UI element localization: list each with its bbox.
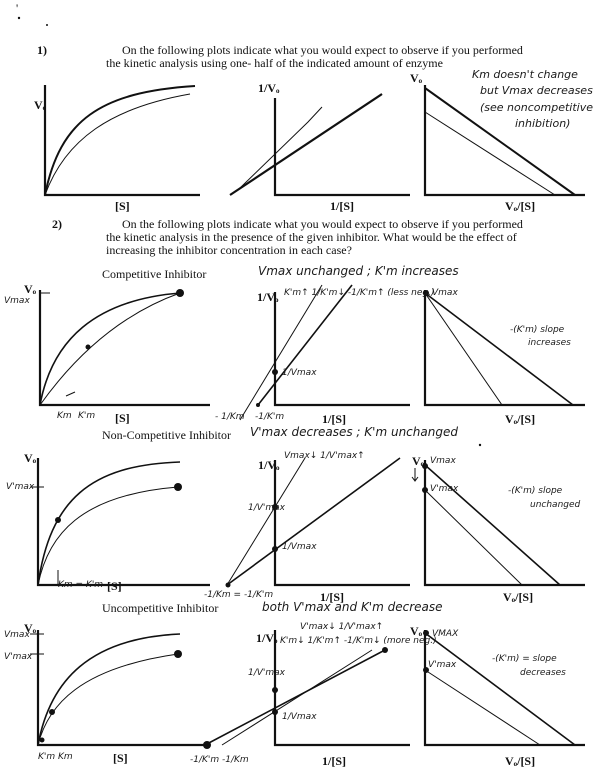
noncomp-g2-xi: -1/Km = -1/K'm	[204, 590, 274, 600]
noncomp-graph3	[412, 460, 585, 585]
noncomp-graph2	[226, 458, 411, 588]
comp-graph1	[40, 289, 210, 405]
page-mark-1: '	[16, 1, 19, 15]
noncomp-g2-ylabel: 1/Vₒ	[258, 458, 280, 472]
q1-g1-xlabel: [S]	[115, 199, 130, 213]
uncomp-g3-note-1: -(K'm) = slope	[492, 654, 557, 664]
uncomp-g3-vmax: VMAX	[432, 629, 459, 639]
comp-g3-vmax: Vmax	[432, 288, 458, 298]
q1-g1-ylabel: Vₒ	[34, 98, 47, 112]
noncomp-g2-xlabel: 1/[S]	[320, 590, 344, 604]
uncomp-g2-xi: -1/K'm	[190, 755, 220, 765]
uncomp-g2-i1: 1/V'max	[248, 668, 285, 678]
noncomp-g3-ylabel: Vₒ	[412, 454, 425, 468]
uncomp-g1-vmaxprime: V'max	[4, 652, 33, 662]
comp-g3-note-1: -(K'm) slope	[510, 325, 565, 335]
q1-answer-2: but Vmax decreases	[480, 84, 593, 97]
comp-graph2	[240, 285, 410, 420]
noncomp-g1-vmaxprime: V'max	[6, 482, 35, 492]
noncomp-g1-ylabel: Vₒ	[24, 451, 37, 465]
noncomp-g1-km: Km = K'm	[58, 580, 104, 590]
uncomp-title: Uncompetitive Inhibitor	[102, 601, 219, 615]
uncomp-g2-xlabel: 1/[S]	[322, 754, 346, 768]
q1-graph2	[230, 94, 410, 195]
q1-answer-1: Km doesn't change	[472, 68, 578, 81]
noncomp-g3-vmax: Vmax	[430, 456, 456, 466]
uncomp-g1-kmprime: K'm	[38, 752, 56, 762]
uncomp-g3-ylabel: Vₒ	[410, 624, 423, 638]
q2-prompt-line3: increasing the inhibitor concentration in each case?	[106, 243, 352, 257]
q2-prompt-line2: the kinetic analysis in the presence of the given inhibitor. What would be the effect of	[106, 230, 517, 244]
q2-prompt-line1: On the following plots indicate what you would expect to observe if you performed	[122, 217, 523, 231]
comp-g1-xlabel: [S]	[115, 411, 130, 425]
comp-g1-kmprime: K'm	[78, 411, 96, 421]
noncomp-g1-xlabel: [S]	[107, 579, 122, 593]
noncomp-g3-note-1: -(K'm) slope	[508, 486, 563, 496]
q1-prompt-line2: the kinetic analysis using one- half of the indicated amount of enzyme	[106, 56, 443, 70]
uncomp-g2-topnote1: V'max↓ 1/V'max↑	[300, 622, 384, 632]
noncomp-note: V'max decreases ; K'm unchanged	[250, 425, 458, 439]
comp-g2-xlabel: 1/[S]	[322, 412, 346, 426]
q1-g2-ylabel: 1/Vₒ	[258, 81, 280, 95]
noncomp-g3-note-2: unchanged	[530, 500, 581, 510]
uncomp-g1-vmax: Vmax	[4, 630, 30, 640]
q1-number: 1)	[37, 43, 47, 57]
uncomp-graph3	[423, 630, 585, 745]
uncomp-g1-xlabel: [S]	[113, 751, 128, 765]
uncomp-g2-xi2: -1/Km	[222, 755, 249, 765]
uncomp-g1-km: Km	[58, 752, 73, 762]
noncomp-g3-xlabel: Vₒ/[S]	[503, 590, 534, 604]
uncomp-graph1	[30, 630, 210, 745]
comp-g2-topnote: K'm↑ 1/K'm↓ -1/K'm↑ (less neg.)	[284, 288, 435, 298]
comp-g2-intercept: 1/Vmax	[282, 368, 317, 378]
q1-answer-4: inhibition)	[515, 117, 571, 130]
uncomp-g1-ylabel: Vₒ	[24, 621, 37, 635]
q1-answer-3: (see noncompetitive	[480, 101, 593, 114]
q2-number: 2)	[52, 217, 62, 231]
uncomp-note: both V'max and K'm decrease	[262, 600, 443, 614]
noncomp-g2-topnote: Vmax↓ 1/V'max↑	[284, 451, 365, 461]
comp-g1-vmax: Vmax	[4, 296, 30, 306]
noncomp-g2-i2: 1/Vmax	[282, 542, 317, 552]
uncomp-g2-ylabel: 1/Vₒ	[256, 631, 278, 645]
comp-note: Vmax unchanged ; K'm increases	[258, 264, 459, 278]
comp-g2-xi: - 1/Km	[215, 412, 245, 422]
uncomp-g3-note-2: decreases	[520, 668, 566, 678]
q1-g3-ylabel: Vₒ	[410, 71, 423, 85]
comp-g2-xi2: -1/K'm	[255, 412, 285, 422]
uncomp-g2-topnote2: K'm↓ 1/K'm↑ -1/K'm↓ (more neg.)	[280, 636, 437, 646]
noncomp-g3-vmaxprime: V'max	[430, 484, 459, 494]
q1-g3-xlabel: Vₒ/[S]	[505, 199, 536, 213]
noncomp-title: Non-Competitive Inhibitor	[102, 428, 231, 442]
uncomp-g3-xlabel: Vₒ/[S]	[505, 754, 536, 768]
q1-prompt-line1: On the following plots indicate what you would expect to observe if you performed	[122, 43, 523, 57]
comp-g1-km: Km	[57, 411, 72, 421]
noncomp-g2-i1: 1/V'max	[248, 503, 285, 513]
comp-g3-note-2: increases	[528, 338, 571, 348]
uncomp-g3-vmaxprime: V'max	[428, 660, 457, 670]
comp-g1-ylabel: Vₒ	[24, 282, 37, 296]
uncomp-graph2	[203, 630, 410, 749]
noncomp-graph1	[30, 458, 210, 585]
comp-g2-ylabel: 1/Vₒ	[257, 290, 279, 304]
q1-g2-xlabel: 1/[S]	[330, 199, 354, 213]
comp-g3-xlabel: Vₒ/[S]	[505, 412, 536, 426]
q1-graph1	[45, 85, 200, 195]
uncomp-g2-i2: 1/Vmax	[282, 712, 317, 722]
comp-title: Competitive Inhibitor	[102, 267, 207, 281]
